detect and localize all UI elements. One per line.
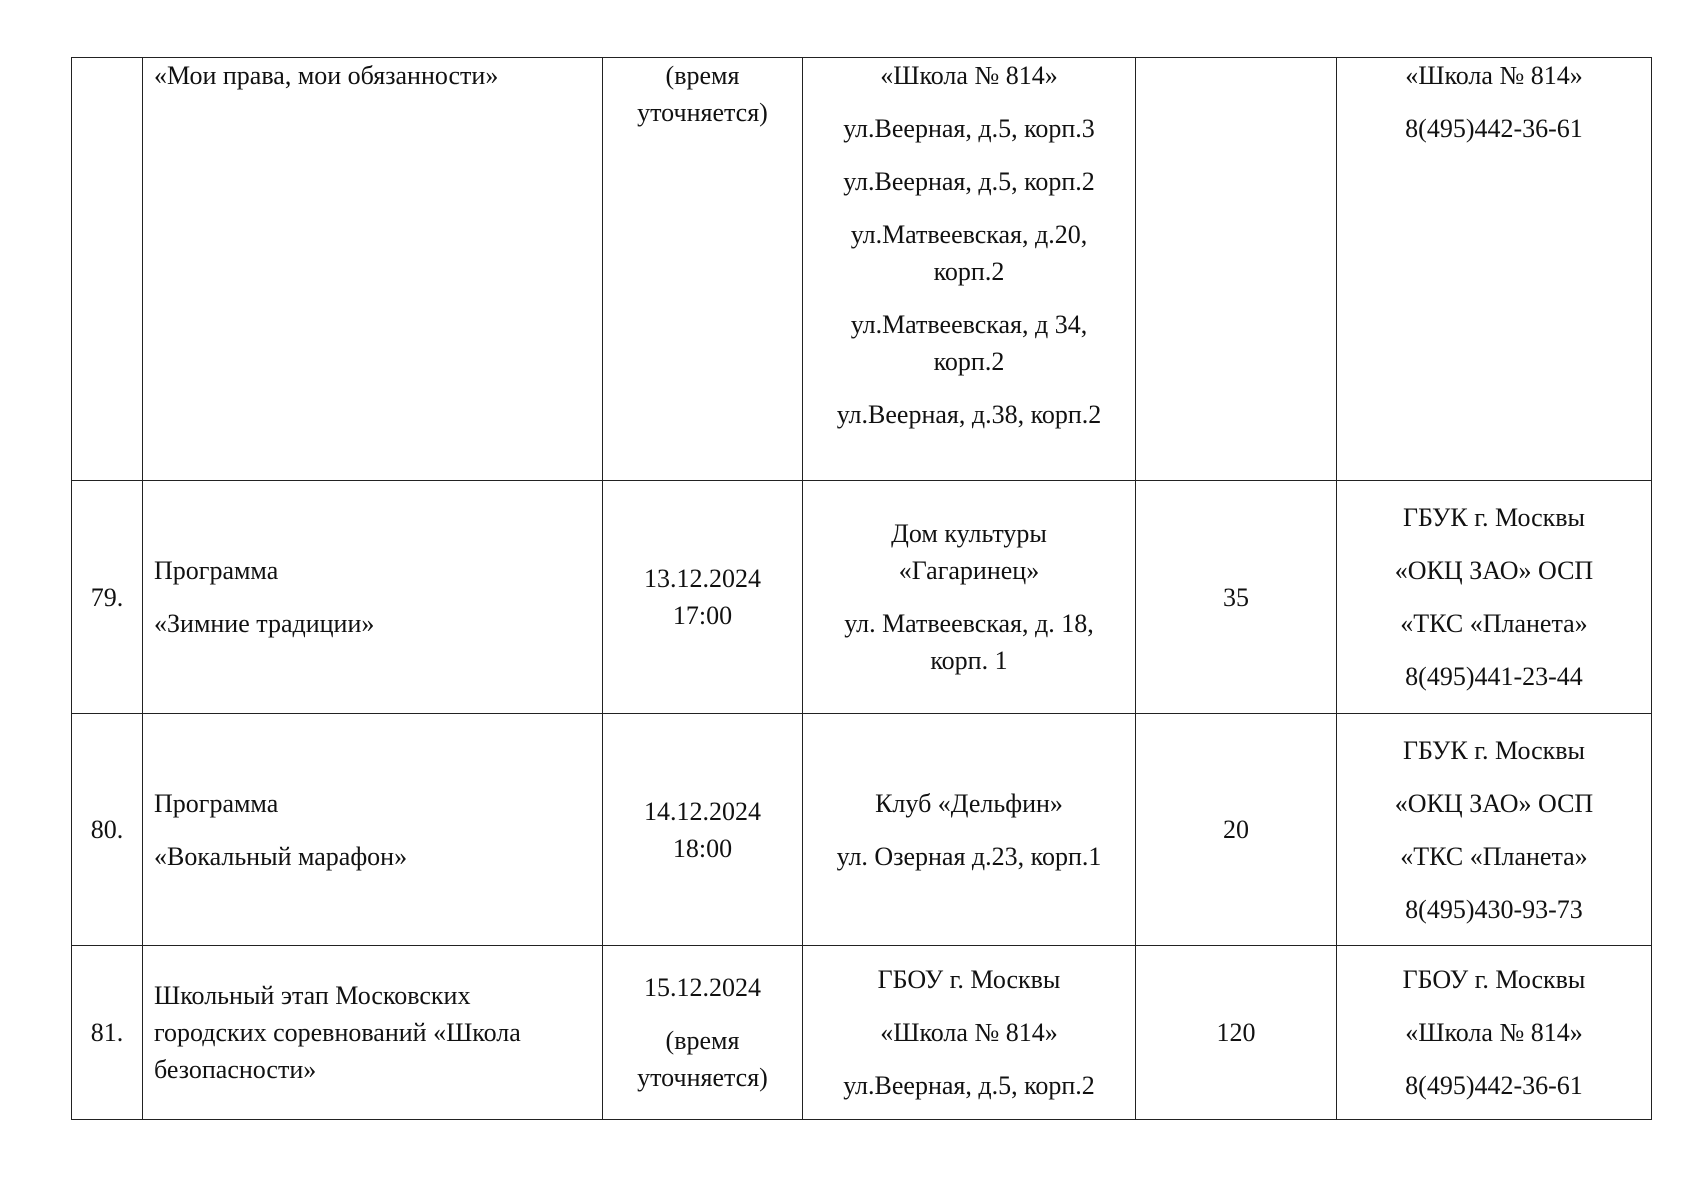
organizer-cell — [1337, 481, 1652, 714]
event-title-line: безопасности» — [154, 1055, 317, 1084]
events-table — [71, 57, 1652, 1120]
venue-line: ГБОУ г. Москвы — [877, 965, 1061, 994]
event-date-line: 13.12.2024 — [644, 564, 761, 593]
organizer-line: ГБУК г. Москвы — [1402, 735, 1586, 765]
organizer-line: 8(495)442-36-61 — [1405, 114, 1583, 143]
organizer-cell — [1337, 58, 1652, 481]
organizer-line: «ОКЦ ЗАО» ОСП — [1394, 788, 1594, 818]
organizer-cell — [1337, 714, 1652, 946]
row-number: 81. — [90, 1018, 124, 1047]
event-date-cell — [603, 58, 803, 481]
venue-line: ул.Веерная, д.5, корп.2 — [843, 167, 1095, 196]
venue-line: корп.2 — [933, 347, 1005, 376]
event-date-line: уточняется) — [637, 98, 768, 127]
row-number-cell — [72, 481, 143, 714]
event-title-line: Программа — [154, 556, 279, 585]
event-title-line: «Вокальный марафон» — [154, 841, 408, 871]
participants-count: 120 — [1216, 1018, 1256, 1047]
organizer-cell — [1337, 946, 1652, 1120]
event-title-cell — [143, 946, 603, 1120]
row-number-cell — [72, 714, 143, 946]
participants-cell — [1136, 481, 1337, 714]
event-date-line: 18:00 — [672, 833, 733, 863]
organizer-line: «Школа № 814» — [1405, 61, 1583, 90]
table-row — [72, 714, 1652, 946]
venue-line: Клуб «Дельфин» — [875, 788, 1063, 818]
organizer-line: 8(495)441-23-44 — [1405, 662, 1583, 691]
organizer-line: «ТКС «Планета» — [1400, 609, 1588, 638]
organizer-line: «Школа № 814» — [1405, 1018, 1583, 1047]
venue-line: ул.Веерная, д.5, корп.3 — [843, 114, 1095, 143]
event-venue-cell — [803, 481, 1136, 714]
organizer-line: «ТКС «Планета» — [1400, 841, 1588, 871]
event-date-cell — [603, 946, 803, 1120]
organizer-line: 8(495)430-93-73 — [1405, 894, 1583, 924]
event-date-line: 14.12.2024 — [644, 796, 761, 826]
venue-line: ул.Веерная, д.38, корп.2 — [836, 400, 1102, 429]
row-number: 80. — [90, 815, 124, 844]
event-title-line: «Зимние традиции» — [154, 609, 375, 638]
venue-line: Дом культуры — [891, 519, 1047, 548]
venue-line: «Гагаринец» — [898, 556, 1040, 585]
event-venue-cell — [803, 946, 1136, 1120]
venue-line: корп. 1 — [930, 646, 1008, 675]
row-number-cell — [72, 946, 143, 1120]
venue-line: ул. Матвеевская, д. 18, — [844, 609, 1094, 638]
organizer-line: 8(495)442-36-61 — [1405, 1071, 1583, 1100]
participants-count: 35 — [1223, 582, 1249, 612]
participants-cell — [1136, 946, 1337, 1120]
table-row — [72, 946, 1652, 1120]
event-title-cell — [143, 714, 603, 946]
event-title-line: Программа — [154, 788, 279, 818]
event-title-cell — [143, 481, 603, 714]
organizer-line: ГБОУ г. Москвы — [1402, 965, 1586, 994]
event-title-line: Школьный этап Московских — [154, 981, 471, 1010]
organizer-line: ГБУК г. Москвы — [1402, 503, 1586, 532]
organizer-line: «ОКЦ ЗАО» ОСП — [1394, 556, 1594, 585]
venue-line: «Школа № 814» — [880, 61, 1058, 90]
venue-line: ул.Веерная, д.5, корп.2 — [843, 1071, 1095, 1100]
row-number: 79. — [90, 582, 124, 612]
event-title-cell — [143, 58, 603, 481]
row-number-cell — [72, 58, 143, 481]
event-date-cell — [603, 714, 803, 946]
venue-line: корп.2 — [933, 257, 1005, 286]
event-date-line: 15.12.2024 — [644, 973, 761, 1002]
venue-line: ул. Озерная д.23, корп.1 — [836, 841, 1102, 871]
event-title-line: городских соревнований «Школа — [154, 1018, 521, 1047]
venue-line: «Школа № 814» — [880, 1018, 1058, 1047]
event-date-cell — [603, 481, 803, 714]
event-venue-cell — [803, 714, 1136, 946]
event-date-line: 17:00 — [672, 601, 733, 630]
venue-line: ул.Матвеевская, д 34, — [850, 310, 1088, 339]
table-row — [72, 481, 1652, 714]
participants-count: 20 — [1223, 815, 1249, 844]
event-date-line: (время — [665, 61, 740, 90]
event-date-line: уточняется) — [637, 1063, 768, 1092]
event-date-line: (время — [665, 1026, 740, 1055]
venue-line: ул.Матвеевская, д.20, — [850, 220, 1088, 249]
participants-cell — [1136, 714, 1337, 946]
table-row — [72, 58, 1652, 481]
event-title-line: «Мои права, мои обязанности» — [154, 61, 499, 90]
event-venue-cell — [803, 58, 1136, 481]
participants-cell — [1136, 58, 1337, 481]
